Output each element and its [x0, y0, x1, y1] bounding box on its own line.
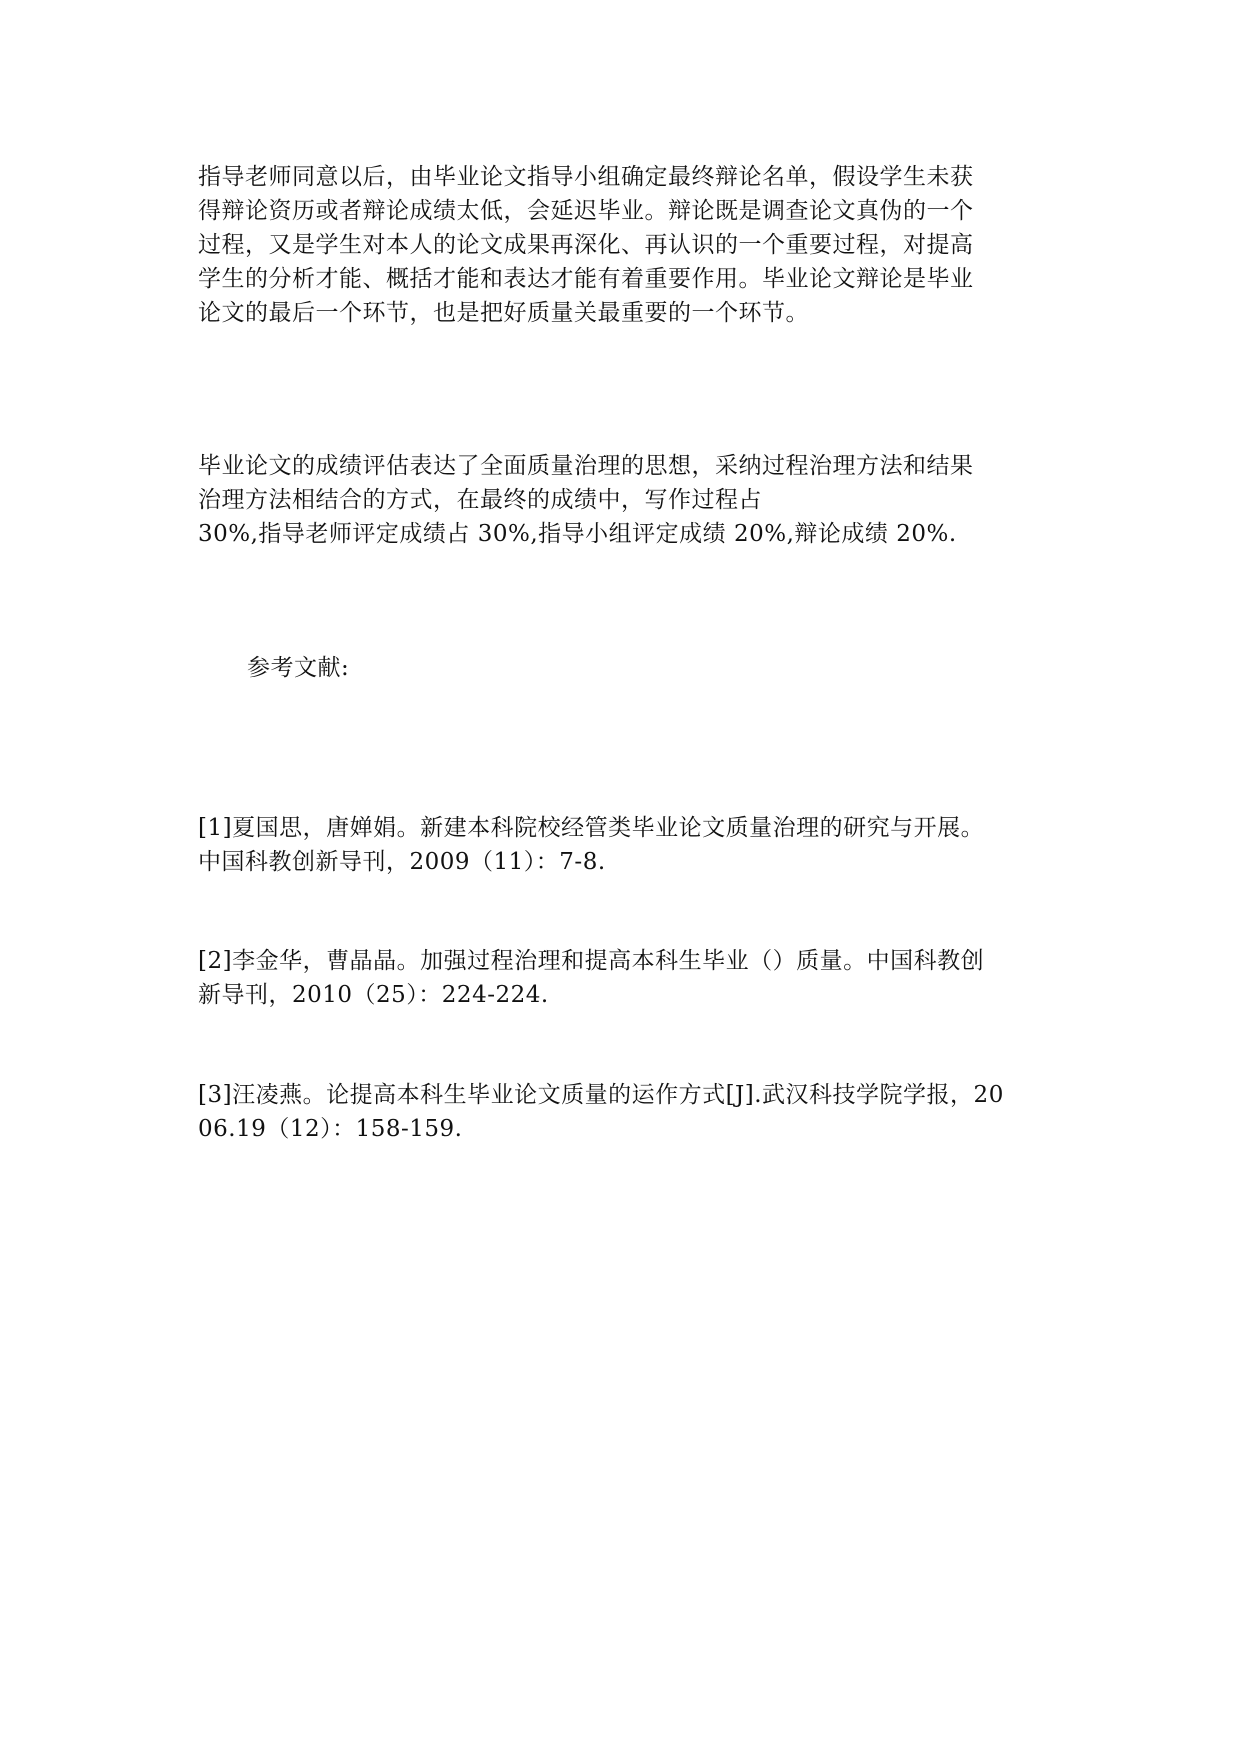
text-line: 新导刊，2010（25）：224-224. — [198, 982, 549, 1008]
text-line: [3]汪凌燕。论提高本科生毕业论文质量的运作方式[J].武汉科技学院学报，20 — [198, 1082, 1004, 1108]
reference-item-1 — [198, 811, 1048, 879]
reference-item-2 — [198, 944, 1048, 1012]
body-paragraph-1 — [198, 160, 1048, 330]
reference-item-3 — [198, 1078, 1048, 1146]
text-line: 中国科教创新导刊，2009（11）：7-8. — [198, 849, 606, 875]
text-line: 30%,指导老师评定成绩占 30%,指导小组评定成绩 20%,辩论成绩 20%. — [198, 521, 957, 547]
text-line: 得辩论资历或者辩论成绩太低，会延迟毕业。辩论既是调查论文真伪的一个 — [198, 198, 974, 224]
body-paragraph-2 — [198, 449, 1048, 551]
text-line: 治理方法相结合的方式，在最终的成绩中，写作过程占 — [198, 487, 762, 513]
text-line: [1]夏国思，唐婵娟。新建本科院校经管类毕业论文质量治理的研究与开展。 — [198, 815, 985, 841]
text-line: [2]李金华，曹晶晶。加强过程治理和提高本科生毕业（）质量。中国科教创 — [198, 948, 985, 974]
text-line: 学生的分析才能、概括才能和表达才能有着重要作用。毕业论文辩论是毕业 — [198, 266, 974, 292]
text-line: 06.19（12）：158-159. — [198, 1116, 463, 1142]
text-line: 指导老师同意以后，由毕业论文指导小组确定最终辩论名单，假设学生未获 — [198, 164, 974, 190]
text-line: 过程，又是学生对本人的论文成果再深化、再认识的一个重要过程，对提高 — [198, 232, 974, 258]
heading-text: 参考文献: — [247, 655, 350, 681]
text-line: 毕业论文的成绩评估表达了全面质量治理的思想，采纳过程治理方法和结果 — [198, 453, 974, 479]
text-line: 论文的最后一个环节，也是把好质量关最重要的一个环节。 — [198, 300, 809, 326]
references-heading — [247, 651, 1097, 685]
